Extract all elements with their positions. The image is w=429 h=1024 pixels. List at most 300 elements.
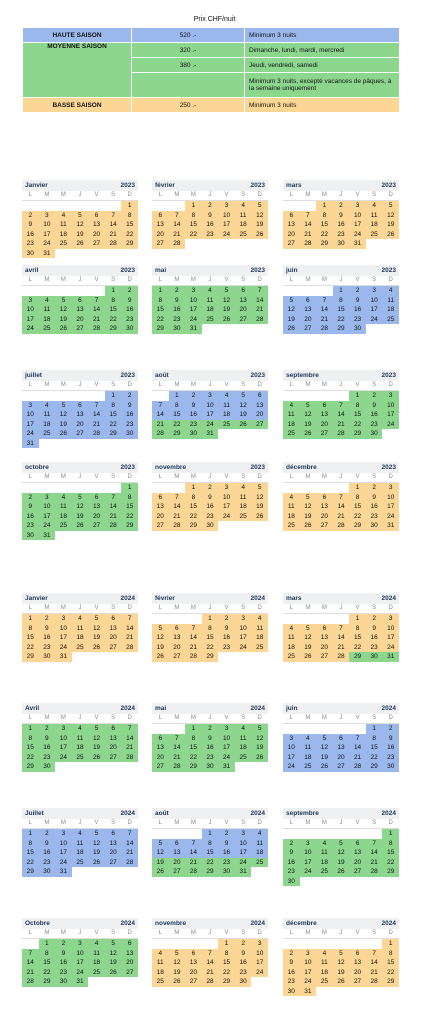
calendar-day: 22 <box>333 315 350 325</box>
calendar-day: 13 <box>88 220 105 230</box>
empty-cell <box>300 391 317 401</box>
calendar-day: 8 <box>121 211 138 221</box>
calendar-day: 24 <box>55 858 72 868</box>
weekday-label: S <box>372 277 377 283</box>
calendar-day: 31 <box>55 652 72 662</box>
calendar-day: 8 <box>382 949 399 959</box>
calendar-day: 26 <box>300 429 317 439</box>
weekday-label: J <box>208 930 212 936</box>
calendar-day: 6 <box>152 493 169 503</box>
calendar-day: 17 <box>382 410 399 420</box>
calendar-day: 1 <box>105 286 122 296</box>
weekday-label: L <box>289 192 293 198</box>
calendar-day: 16 <box>366 502 383 512</box>
weekday-label: D <box>127 382 132 388</box>
empty-cell <box>152 829 169 839</box>
calendar-month <box>283 918 399 996</box>
calendar-days-grid <box>22 201 138 258</box>
calendar-day: 5 <box>152 839 169 849</box>
calendar-month <box>152 808 268 877</box>
weekday-label: V <box>94 605 99 611</box>
calendar-day: 3 <box>22 401 39 411</box>
season-price: 520 .- <box>132 28 245 43</box>
calendar-day: 13 <box>316 410 333 420</box>
calendar-day: 26 <box>88 753 105 763</box>
weekday-label: L <box>289 930 293 936</box>
calendar-day: 13 <box>169 848 186 858</box>
empty-cell <box>283 286 300 296</box>
weekday-label: M <box>44 382 50 388</box>
empty-cell <box>72 201 89 211</box>
calendar-month-name: août <box>155 372 169 379</box>
calendar-day: 30 <box>185 429 202 439</box>
calendar-month <box>22 370 138 448</box>
calendar-days-grid <box>283 483 399 531</box>
calendar-day: 8 <box>121 493 138 503</box>
calendar-day: 6 <box>316 624 333 634</box>
calendar-day: 13 <box>105 624 122 634</box>
calendar-day: 16 <box>366 410 383 420</box>
calendar-day: 25 <box>251 858 268 868</box>
calendar-day: 29 <box>121 521 138 531</box>
calendar-day: 26 <box>333 977 350 987</box>
calendar-day: 10 <box>382 401 399 411</box>
weekday-label: L <box>28 277 32 283</box>
calendar-day: 21 <box>88 420 105 430</box>
calendar-day: 22 <box>382 968 399 978</box>
calendar-day: 20 <box>300 315 317 325</box>
calendar-day: 16 <box>39 848 56 858</box>
calendar-day: 1 <box>202 614 219 624</box>
calendar-day: 11 <box>283 633 300 643</box>
calendar-day: 15 <box>185 502 202 512</box>
calendar-day: 23 <box>39 753 56 763</box>
calendar-day: 14 <box>333 633 350 643</box>
calendar-days-grid <box>152 286 268 334</box>
calendar-day: 2 <box>218 829 235 839</box>
weekday-label: L <box>289 715 293 721</box>
calendar-day: 4 <box>251 614 268 624</box>
calendar-day: 4 <box>283 401 300 411</box>
calendar-day: 3 <box>218 724 235 734</box>
empty-cell <box>283 201 300 211</box>
calendar-day: 1 <box>382 939 399 949</box>
weekday-label: V <box>94 192 99 198</box>
weekday-label: S <box>241 277 246 283</box>
calendar-day: 31 <box>349 239 366 249</box>
calendar-day: 26 <box>55 429 72 439</box>
calendar-day: 24 <box>382 512 399 522</box>
calendar-day: 15 <box>121 502 138 512</box>
empty-cell <box>316 939 333 949</box>
weekday-label: J <box>208 715 212 721</box>
calendar-day: 19 <box>333 858 350 868</box>
weekday-label: L <box>28 930 32 936</box>
calendar-day: 22 <box>202 858 219 868</box>
season-name: BASSE SAISON <box>23 98 132 113</box>
calendar-day: 19 <box>333 968 350 978</box>
calendar-month-name: avril <box>25 267 39 274</box>
calendar-day: 12 <box>235 401 252 411</box>
calendar-day: 20 <box>349 968 366 978</box>
calendar-year: 2024 <box>381 810 396 817</box>
calendar-day: 18 <box>251 848 268 858</box>
calendar-day: 22 <box>22 753 39 763</box>
calendar-day: 6 <box>72 401 89 411</box>
calendar-day: 22 <box>185 753 202 763</box>
calendar-day: 7 <box>185 624 202 634</box>
calendar-day: 14 <box>121 624 138 634</box>
calendar-day: 3 <box>55 829 72 839</box>
weekday-label: J <box>339 930 343 936</box>
calendar-day: 28 <box>152 429 169 439</box>
empty-cell <box>55 391 72 401</box>
calendar-day: 15 <box>349 633 366 643</box>
calendar-day: 4 <box>235 724 252 734</box>
calendar-day: 18 <box>152 968 169 978</box>
weekday-label: V <box>355 277 360 283</box>
calendar-day: 14 <box>251 296 268 306</box>
weekday-row <box>152 276 268 286</box>
calendar-day: 29 <box>185 521 202 531</box>
calendar-day: 4 <box>72 829 89 839</box>
calendar-year: 2024 <box>120 705 135 712</box>
calendar-day: 30 <box>366 652 383 662</box>
calendar-day: 24 <box>300 867 317 877</box>
calendar-day: 15 <box>349 410 366 420</box>
weekday-label: M <box>174 382 180 388</box>
calendar-month <box>152 265 268 334</box>
calendar-month <box>22 180 138 258</box>
calendar-day: 25 <box>55 521 72 531</box>
weekday-row <box>283 929 399 939</box>
calendar-day: 20 <box>235 305 252 315</box>
calendar-day: 28 <box>22 977 39 987</box>
calendar-year: 2024 <box>250 810 265 817</box>
calendar-day: 17 <box>235 848 252 858</box>
calendar-day: 3 <box>185 286 202 296</box>
calendar-day: 7 <box>185 839 202 849</box>
calendar-day: 19 <box>152 643 169 653</box>
weekday-row <box>152 604 268 614</box>
calendar-day: 2 <box>283 949 300 959</box>
calendar-day: 25 <box>218 420 235 430</box>
calendar-month <box>152 703 268 772</box>
weekday-label: D <box>127 605 132 611</box>
weekday-label: M <box>321 382 327 388</box>
calendar-day: 23 <box>202 512 219 522</box>
calendar-day: 31 <box>218 762 235 772</box>
calendar-year: 2023 <box>250 182 265 189</box>
weekday-row <box>283 191 399 201</box>
season-condition: Dimanche, lundi, mardi, mercredi <box>245 43 400 58</box>
calendar-day: 17 <box>218 220 235 230</box>
calendar-day: 23 <box>333 230 350 240</box>
weekday-label: J <box>78 474 82 480</box>
calendar-day: 21 <box>251 305 268 315</box>
calendar-day: 19 <box>72 230 89 240</box>
calendar-day: 27 <box>88 239 105 249</box>
calendar-day: 17 <box>22 420 39 430</box>
calendar-day: 15 <box>22 848 39 858</box>
calendar-day: 5 <box>300 624 317 634</box>
calendar-day: 24 <box>39 239 56 249</box>
calendar-day: 20 <box>283 230 300 240</box>
calendar-day: 7 <box>366 839 383 849</box>
calendar-day: 5 <box>300 493 317 503</box>
calendar-day: 11 <box>283 410 300 420</box>
calendar-day: 18 <box>72 848 89 858</box>
calendar-day: 27 <box>349 867 366 877</box>
calendar-month-name: Juillet <box>25 810 44 817</box>
calendar-day: 21 <box>316 315 333 325</box>
calendar-year: 2024 <box>120 595 135 602</box>
calendar-day: 3 <box>283 734 300 744</box>
empty-cell <box>185 939 202 949</box>
calendar-day: 26 <box>333 867 350 877</box>
calendar-day: 16 <box>382 743 399 753</box>
calendar-day: 14 <box>333 502 350 512</box>
calendar-day: 12 <box>169 958 186 968</box>
calendar-day: 9 <box>185 401 202 411</box>
calendar-day: 4 <box>218 391 235 401</box>
calendar-day: 31 <box>202 429 219 439</box>
weekday-label: M <box>44 192 50 198</box>
calendar-day: 17 <box>39 230 56 240</box>
calendar-day: 12 <box>251 734 268 744</box>
calendar-day: 25 <box>39 324 56 334</box>
calendar-day: 4 <box>235 201 252 211</box>
weekday-label: S <box>241 382 246 388</box>
calendar-year: 2024 <box>381 920 396 927</box>
calendar-day: 4 <box>316 839 333 849</box>
calendar-day: 17 <box>382 502 399 512</box>
calendar-day: 8 <box>22 734 39 744</box>
calendar-day: 8 <box>185 211 202 221</box>
calendar-day: 3 <box>366 286 383 296</box>
calendar-day: 5 <box>169 949 186 959</box>
calendar-day: 26 <box>218 315 235 325</box>
calendar-day: 6 <box>235 286 252 296</box>
calendar-header <box>152 370 268 381</box>
calendar-day: 1 <box>152 286 169 296</box>
calendar-day: 8 <box>218 949 235 959</box>
weekday-label: L <box>289 605 293 611</box>
empty-cell <box>349 939 366 949</box>
weekday-label: J <box>78 277 82 283</box>
weekday-label: S <box>111 605 116 611</box>
calendar-day: 26 <box>88 643 105 653</box>
calendar-day: 3 <box>300 839 317 849</box>
calendar-month <box>152 462 268 531</box>
empty-cell <box>283 724 300 734</box>
calendar-day: 23 <box>22 239 39 249</box>
calendar-day: 16 <box>202 220 219 230</box>
calendar-day: 7 <box>333 493 350 503</box>
empty-cell <box>22 201 39 211</box>
calendar-day: 12 <box>152 848 169 858</box>
empty-cell <box>72 391 89 401</box>
calendar-month-name: septembre <box>286 810 319 817</box>
calendar-day: 7 <box>169 734 186 744</box>
calendar-day: 27 <box>152 521 169 531</box>
calendar-day: 25 <box>235 753 252 763</box>
empty-cell <box>333 391 350 401</box>
calendar-days-grid <box>152 483 268 531</box>
empty-cell <box>152 483 169 493</box>
calendar-day: 14 <box>88 410 105 420</box>
weekday-row <box>283 714 399 724</box>
calendar-day: 28 <box>88 429 105 439</box>
calendar-day: 26 <box>382 230 399 240</box>
calendar-day: 18 <box>202 305 219 315</box>
calendar-day: 15 <box>185 743 202 753</box>
calendar-month-name: mars <box>286 182 302 189</box>
calendar-day: 13 <box>300 305 317 315</box>
calendar-day: 2 <box>22 493 39 503</box>
calendar-day: 2 <box>235 939 252 949</box>
calendar-day: 13 <box>105 734 122 744</box>
calendar-month <box>22 265 138 334</box>
calendar-day: 27 <box>105 753 122 763</box>
calendar-day: 5 <box>152 624 169 634</box>
calendar-day: 18 <box>218 410 235 420</box>
weekday-label: M <box>44 715 50 721</box>
weekday-label: V <box>224 605 229 611</box>
calendar-day: 27 <box>169 867 186 877</box>
calendar-days-grid <box>152 829 268 877</box>
calendar-year: 2023 <box>381 182 396 189</box>
weekday-label: J <box>208 277 212 283</box>
calendar-day: 1 <box>185 201 202 211</box>
calendar-day: 28 <box>169 521 186 531</box>
calendar-day: 28 <box>105 239 122 249</box>
calendar-day: 27 <box>283 239 300 249</box>
calendar-day: 22 <box>185 512 202 522</box>
calendar-day: 15 <box>316 220 333 230</box>
calendar-day: 9 <box>39 624 56 634</box>
weekday-label: M <box>60 474 66 480</box>
empty-cell <box>88 391 105 401</box>
weekday-label: D <box>257 715 262 721</box>
calendar-day: 21 <box>366 858 383 868</box>
calendar-day: 9 <box>22 502 39 512</box>
empty-cell <box>39 286 56 296</box>
calendar-day: 28 <box>366 977 383 987</box>
weekday-label: V <box>94 382 99 388</box>
calendar-day: 13 <box>316 633 333 643</box>
calendar-day: 10 <box>22 305 39 315</box>
calendar-day: 7 <box>88 401 105 411</box>
weekday-label: S <box>372 605 377 611</box>
calendar-day: 24 <box>218 512 235 522</box>
calendar-day: 8 <box>152 296 169 306</box>
season-price: 380 .- <box>132 58 245 73</box>
calendar-day: 28 <box>121 858 138 868</box>
calendar-day: 12 <box>300 410 317 420</box>
weekday-label: J <box>78 930 82 936</box>
weekday-row <box>152 714 268 724</box>
calendar-day: 30 <box>121 324 138 334</box>
calendar-month <box>22 918 138 987</box>
calendar-day: 18 <box>316 858 333 868</box>
calendar-day: 17 <box>283 753 300 763</box>
weekday-label: M <box>174 474 180 480</box>
weekday-label: J <box>339 192 343 198</box>
calendar-day: 26 <box>169 977 186 987</box>
calendar-day: 23 <box>235 968 252 978</box>
calendar-month <box>152 370 268 439</box>
calendar-day: 26 <box>283 324 300 334</box>
calendar-day: 11 <box>55 502 72 512</box>
calendar-day: 5 <box>218 286 235 296</box>
calendar-day: 1 <box>366 724 383 734</box>
calendar-day: 24 <box>39 521 56 531</box>
calendar-day: 14 <box>121 839 138 849</box>
calendar-day: 7 <box>333 401 350 411</box>
calendar-day: 10 <box>202 401 219 411</box>
calendar-day: 19 <box>88 743 105 753</box>
weekday-label: M <box>321 930 327 936</box>
weekday-label: D <box>127 192 132 198</box>
calendar-day: 14 <box>105 220 122 230</box>
calendar-day: 26 <box>316 762 333 772</box>
calendar-day: 27 <box>169 652 186 662</box>
calendar-day: 11 <box>72 839 89 849</box>
weekday-label: J <box>208 605 212 611</box>
calendar-day: 14 <box>333 410 350 420</box>
weekday-label: J <box>78 820 82 826</box>
empty-cell <box>55 286 72 296</box>
weekday-label: V <box>224 930 229 936</box>
calendar-day: 1 <box>349 391 366 401</box>
calendar-day: 25 <box>366 230 383 240</box>
weekday-label: J <box>339 277 343 283</box>
calendar-day: 15 <box>333 305 350 315</box>
weekday-label: D <box>257 820 262 826</box>
calendar-day: 5 <box>333 949 350 959</box>
calendar-day: 22 <box>185 230 202 240</box>
calendar-day: 28 <box>333 429 350 439</box>
weekday-label: M <box>174 277 180 283</box>
weekday-row <box>152 191 268 201</box>
weekday-label: J <box>208 382 212 388</box>
calendar-day: 9 <box>121 296 138 306</box>
season-price: 250 .- <box>132 98 245 113</box>
calendar-day: 18 <box>235 743 252 753</box>
calendar-day: 25 <box>72 753 89 763</box>
calendar-day: 16 <box>218 633 235 643</box>
calendar-day: 13 <box>235 296 252 306</box>
calendar-year: 2023 <box>250 464 265 471</box>
calendar-day: 24 <box>349 230 366 240</box>
calendar-year: 2023 <box>381 464 396 471</box>
calendar-month-name: février <box>155 182 175 189</box>
calendar-day: 25 <box>39 429 56 439</box>
calendar-month <box>22 808 138 877</box>
calendar-day: 11 <box>218 401 235 411</box>
weekday-label: L <box>289 277 293 283</box>
empty-cell <box>300 724 317 734</box>
calendar-day: 14 <box>152 410 169 420</box>
weekday-row <box>22 276 138 286</box>
calendar-day: 4 <box>316 949 333 959</box>
calendar-day: 4 <box>283 624 300 634</box>
calendar-day: 28 <box>185 652 202 662</box>
weekday-label: D <box>127 820 132 826</box>
calendar-day: 27 <box>251 420 268 430</box>
calendar-header <box>283 593 399 604</box>
